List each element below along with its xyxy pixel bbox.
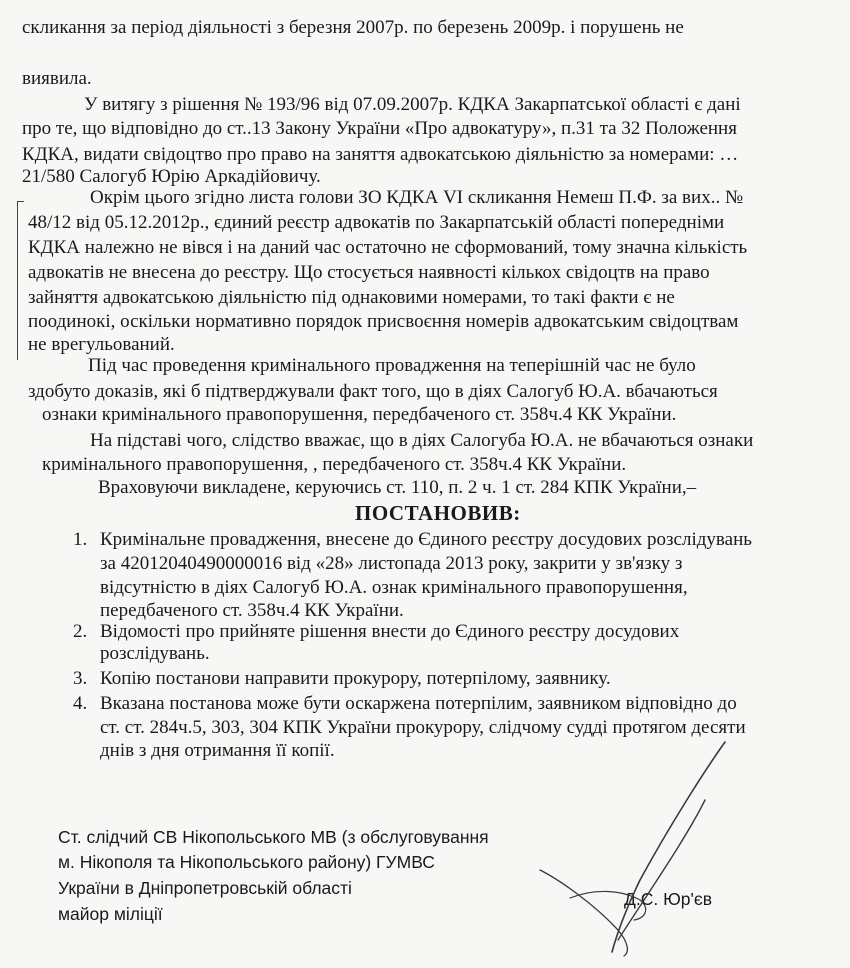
body-line: Враховуючи викладене, керуючись ст. 110, п. 2 ч. 1 ст. 284 КПК України,– <box>98 477 697 498</box>
body-line: зайняття адвокатською діяльністю під однаковими номерами, то такі факти є не <box>28 287 675 308</box>
signatory-name: Д.С. Юр'єв <box>624 889 713 909</box>
body-line: ознаки кримінального правопорушення, передбаченого ст. 358ч.4 КК України. <box>42 404 677 425</box>
resolution-heading: ПОСТАНОВИВ: <box>355 501 521 525</box>
body-line: здобуто доказів, які б підтверджували факт того, що в діях Салогуб Ю.А. вбачаються <box>28 381 718 402</box>
item-line: Кримінальне провадження, внесене до Єдиного реєстру досудових розслідувань <box>100 529 752 550</box>
body-line: поодинокі, оскільки нормативно порядок присвоєння номерів адвокатським свідоцтвам <box>28 311 739 332</box>
body-line: адвокатів не внесена до реєстру. Що стосується наявності кількох свідоцтв на право <box>28 262 710 283</box>
item-line: за 42012040490000016 від «28» листопада 2013 року, закрити у зв'язку з <box>100 553 683 574</box>
item-number: 4. <box>73 693 88 714</box>
item-line: ст. ст. 284ч.5, 303, 304 КПК України прокурору, слідчому судді протягом десяти <box>100 717 746 738</box>
margin-bracket-mark <box>17 201 24 360</box>
body-line: кримінального правопорушення, , передбаченого ст. 358ч.4 КК України. <box>42 454 627 475</box>
item-line: Відомості про прийняте рішення внести до Єдиного реєстру досудових <box>100 621 680 642</box>
body-line: Окрім цього згідно листа голови ЗО КДКА VI скликання Немеш П.Ф. за вих.. № <box>90 187 744 208</box>
handwritten-signature <box>500 730 760 960</box>
signatory-position-line: Ст. слідчий СВ Нікопольського МВ (з обслуговування <box>58 827 489 847</box>
signatory-position-line: м. Нікополя та Нікопольського району) ГУМВС <box>58 852 435 872</box>
body-line: У витягу з рішення № 193/96 від 07.09.2007р. КДКА Закарпатської області є дані <box>84 94 741 115</box>
body-line: КДКА належно не вівся і на даний час остаточно не сформований, тому значна кількість <box>28 237 748 258</box>
item-line: передбаченого ст. 358ч.4 КК України. <box>100 600 404 621</box>
body-line: скликання за період діяльності з березня 2007р. по березень 2009р. і порушень не <box>22 17 684 38</box>
signatory-rank: майор міліції <box>58 904 163 924</box>
item-line: Копію постанови направити прокурору, потерпілому, заявнику. <box>100 668 611 689</box>
body-line: 48/12 від 05.12.2012р., єдиний реєстр адвокатів по Закарпатській області попередніми <box>28 212 725 233</box>
body-line: 21/580 Салогуб Юрію Аркадійовичу. <box>22 166 321 187</box>
body-line: КДКА, видати свідоцтво про право на заняття адвокатською діяльністю за номерами: … <box>22 144 739 165</box>
body-line: На підставі чого, слідство вважає, що в діях Салогуба Ю.А. не вбачаються ознаки <box>90 430 754 451</box>
item-number: 1. <box>73 529 88 550</box>
body-line: виявила. <box>22 68 92 89</box>
body-line: Під час проведення кримінального провадження на теперішній час не було <box>88 355 696 376</box>
signatory-position-line: України в Дніпропетровській області <box>58 878 352 898</box>
item-line: розслідувань. <box>100 643 210 664</box>
item-line: відсутністю в діях Салогуб Ю.А. ознак кримінального правопорушення, <box>100 577 688 598</box>
item-line: днів з дня отримання її копії. <box>100 740 335 761</box>
body-line: про те, що відповідно до ст..13 Закону України «Про адвокатуру», п.31 та 32 Положення <box>22 118 737 139</box>
item-number: 3. <box>73 668 88 689</box>
item-line: Вказана постанова може бути оскаржена потерпілим, заявником відповідно до <box>100 693 737 714</box>
item-number: 2. <box>73 621 88 642</box>
body-line: не врегульований. <box>28 334 175 355</box>
